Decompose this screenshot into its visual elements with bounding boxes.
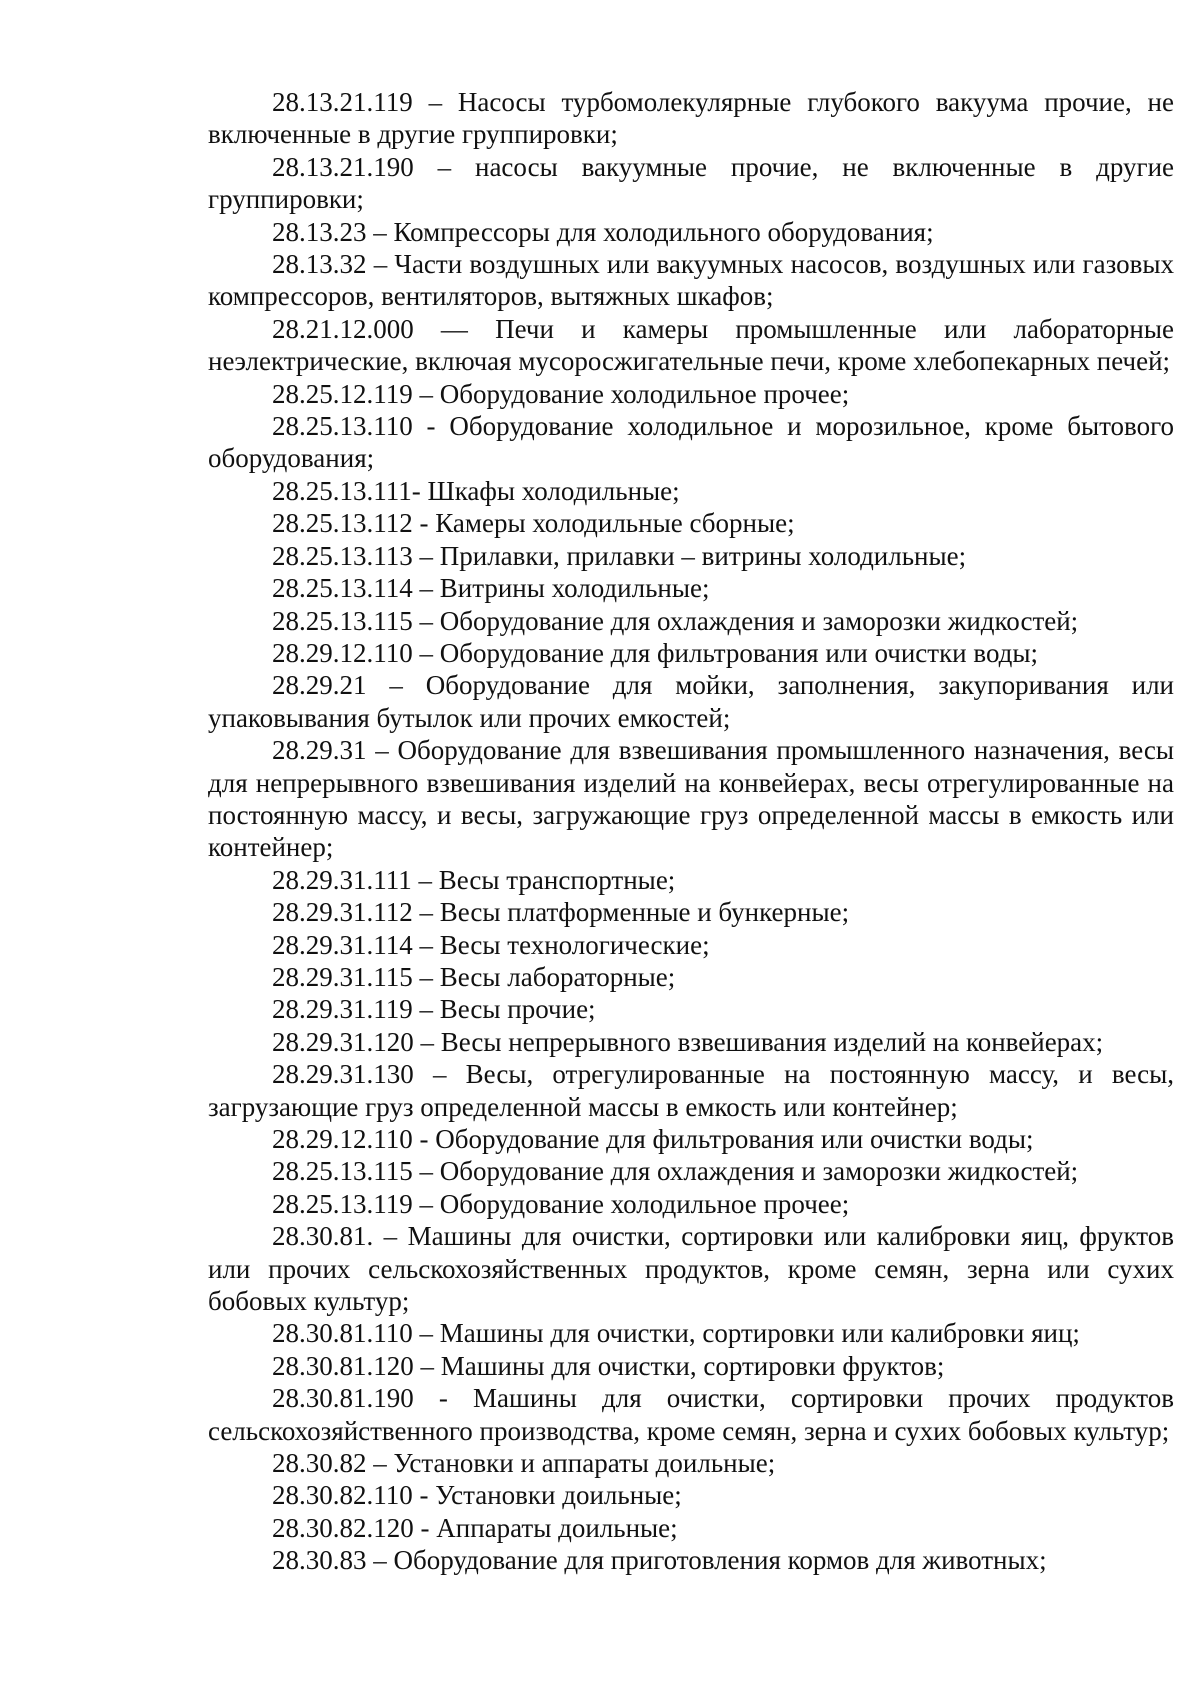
paragraph: 28.25.13.115 – Оборудование для охлаждения и заморозки жидкостей; — [272, 1156, 1079, 1187]
paragraph: 28.25.13.113 – Прилавки, прилавки – витрины холодильные; — [272, 540, 967, 571]
paragraph: 28.25.13.119 – Оборудование холодильное прочее; — [272, 1188, 850, 1219]
paragraph: 28.13.21.119 – Насосы турбомолекулярные глубокого вакуума прочие, не включенные в другие группировки; — [208, 87, 1174, 150]
paragraph: 28.21.12.000 — Печи и камеры промышленные или лабораторные неэлектрические, включая мусоросжигательные печи, кроме хлебопекарных печей; — [208, 313, 1174, 377]
paragraph: 28.30.81.120 – Машины для очистки, сортировки фруктов; — [272, 1350, 945, 1381]
paragraph: 28.25.12.119 – Оборудование холодильное прочее; — [272, 378, 850, 409]
paragraph: 28.29.31 – Оборудование для взвешивания промышленного назначения, весы для непрерывного взвешивания изделий на конвейерах, весы отрегулированные на постоянную массу, и весы, загружающие груз определенной массы в емкость или контейнер; — [208, 735, 1174, 863]
paragraph: 28.25.13.112 - Камеры холодильные сборные; — [272, 508, 795, 539]
paragraph: 28.29.31.114 – Весы технологические; — [272, 929, 710, 960]
paragraph: 28.30.83 – Оборудование для приготовления кормов для животных; — [272, 1545, 1047, 1576]
paragraph: 28.13.23 – Компрессоры для холодильного оборудования; — [272, 216, 934, 247]
paragraph: 28.30.82 – Установки и аппараты доильные; — [272, 1448, 776, 1479]
paragraph: 28.13.32 – Части воздушных или вакуумных насосов, воздушных или газовых компрессоров, вентиляторов, вытяжных шкафов; — [208, 249, 1174, 312]
paragraph: 28.30.82.110 - Установки доильные; — [272, 1480, 682, 1511]
paragraph: 28.30.81.190 - Машины для очистки, сортировки прочих продуктов сельскохозяйственного производства, кроме семян, зерна и сухих бобовых культур; — [208, 1383, 1174, 1446]
paragraph: 28.29.12.110 – Оборудование для фильтрования или очистки воды; — [272, 637, 1039, 668]
paragraph: 28.29.31.119 – Весы прочие; — [272, 994, 596, 1025]
paragraph: 28.30.82.120 - Аппараты доильные; — [272, 1512, 678, 1543]
paragraph: 28.29.31.112 – Весы платформенные и бункерные; — [272, 897, 850, 928]
paragraph: 28.29.21 – Оборудование для мойки, заполнения, закупоривания или упаковывания бутылок или прочих емкостей; — [208, 670, 1174, 733]
paragraph: 28.29.31.111 – Весы транспортные; — [272, 864, 676, 895]
paragraph: 28.29.31.120 – Весы непрерывного взвешивания изделий на конвейерах; — [272, 1026, 1104, 1057]
paragraph: 28.29.31.130 – Весы, отрегулированные на постоянную массу, и весы, загрузающие груз определенной массы в емкость или контейнер; — [208, 1059, 1174, 1122]
paragraph: 28.13.21.190 – насосы вакуумные прочие, не включенные в другие группировки; — [208, 151, 1174, 215]
paragraph: 28.25.13.111- Шкафы холодильные; — [272, 475, 680, 506]
paragraph: 28.30.81.110 – Машины для очистки, сортировки или калибровки яиц; — [272, 1318, 1080, 1349]
paragraph: 28.25.13.114 – Витрины холодильные; — [272, 573, 710, 604]
paragraph: 28.29.31.115 – Весы лабораторные; — [272, 961, 676, 992]
paragraph: 28.25.13.115 – Оборудование для охлаждения и заморозки жидкостей; — [272, 605, 1079, 636]
document-body — [208, 86, 1174, 1577]
paragraph: 28.25.13.110 - Оборудование холодильное и морозильное, кроме бытового оборудования; — [208, 411, 1174, 474]
paragraph: 28.30.81. – Машины для очистки, сортировки или калибровки яиц, фруктов или прочих сельскохозяйственных продуктов, кроме семян, зерна или сухих бобовых культур; — [208, 1221, 1174, 1317]
paragraph: 28.29.12.110 - Оборудование для фильтрования или очистки воды; — [272, 1124, 1034, 1154]
